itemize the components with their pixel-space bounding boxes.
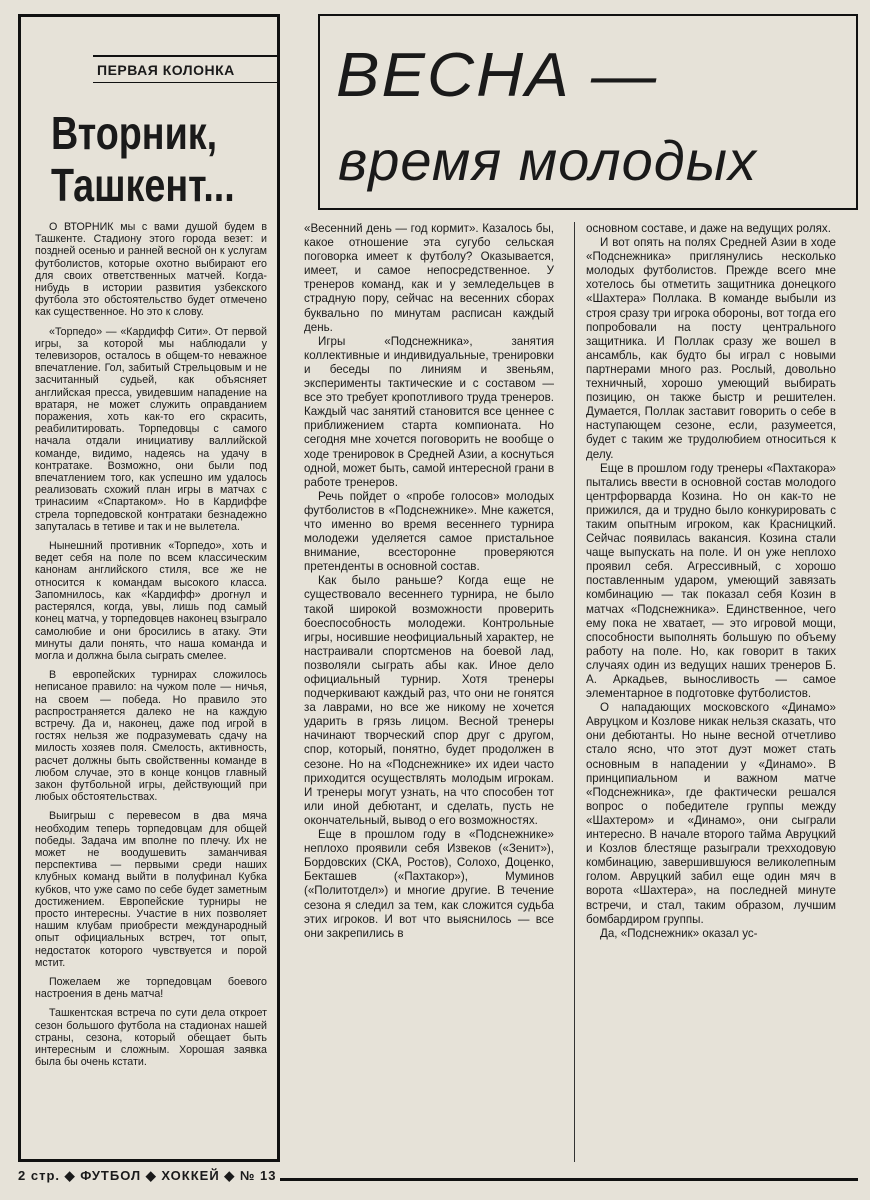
article-column-1 bbox=[304, 222, 554, 1167]
article-column-2 bbox=[586, 222, 836, 1167]
article-paragraph: Игры «Подснежника», занятия коллективные и индивидуальные, тренировки и беседы по линиям и звеньям, эксперименты тактические и с составом — все это требует кропотливого труда тренеров. Каждый час занятий становится все ценнее с приближением старта компионата. Но сегодня мне хочется поговорить не вообще о ходе тренировок в Средней Азии, а коснуться одной, может быть, самой интересной грани в работе тренеров. bbox=[304, 334, 554, 489]
page-number: 2 стр. bbox=[18, 1168, 60, 1183]
left-paragraph: Пожелаем же торпедовцам боевого настроения в день матча! bbox=[35, 975, 267, 1001]
article-paragraph: И вот опять на полях Средней Азии в ходе «Подснежника» приглянулись несколько молодых футболистов. Прежде всего мне хотелось бы отметить защитника донецкого «Шахтера» Поллака. В команде выбыли из строя сразу три игрока обороны, вот тогда его попробовали на посту центрального защитника. И Поллак сразу же вошел в ансамбль, как будто бы играл с новыми партнерами много раз. Рослый, довольно техничный, хорошо умеющий выбирать позицию, он также быстр и решителен. Думается, Поллак заставит говорить о себе в наступающем сезоне, если, разумеется, будет с таким же трудолюбием относиться к делу. bbox=[586, 236, 836, 461]
newspaper-title: ◆ ФУТБОЛ ◆ ХОККЕЙ ◆ № 13 bbox=[64, 1168, 277, 1183]
column-divider bbox=[574, 222, 575, 1162]
left-paragraph: Нынешний противник «Торпедо», хоть и ведет себя на поле по всем классическим канонам английского стиля, все же не относится к командам высокого класса. Запомнилось, как «Кардифф» дрогнул и растерялся, когда, увы, лишь под самый конец матча, у торпедовцев наконец взыграло самолюбие и они бросились в атаку. Эти минуты дали понять, что наша команда и могла и должна была сыграть смелее. bbox=[35, 540, 267, 662]
left-article-body bbox=[35, 221, 267, 1068]
article-paragraph: Речь пойдет о «пробе голосов» молодых футболистов в «Подснежнике». Мне кажется, что именно во время весеннего турнира молодежи уделяется самое пристальное внимание, всесторонне проверяются претенденты в основной состав. bbox=[304, 489, 554, 574]
left-paragraph: Выигрыш с перевесом в два мяча необходим теперь торпедовцам для общей победы. Задача им вполне по плечу. Их не может не воодушевить заманчивая перспектива — первыми среди наших клубных команд выйти в полуфинал Кубка кубков, что уже само по себе будет заметным достижением. Европейские турниры не просто интересны. Участие в них позволяет нашим клубам приобрести международный опыт официальных встреч, тот опыт, недостаток которого чувствуется и порой мстит. bbox=[35, 810, 267, 969]
page-footer bbox=[18, 1168, 858, 1190]
headline-line-1: ВЕСНА — bbox=[336, 41, 659, 110]
first-column-box bbox=[18, 14, 280, 1162]
headline-line-2: время молодых bbox=[338, 129, 757, 192]
headline-box bbox=[318, 14, 858, 210]
article-paragraph: О нападающих московского «Динамо» Авруцком и Козлове никак нельзя сказать, что они дебютанты. Но ныне весной отчетливо стало ясно, что этот дуэт может стать основным в нападении у «Динамо». В принципиальном и важном матче «Подснежника», где фактически решался вопрос о победителе группы между «Шахтером» и «Динамо», они сыграли интересно. В начале второго тайма Авруцкий и Козлов блестяще разыграли трехходовую комбинацию, завершившуюся великолепным голом. Авруцкий забил еще один мяч в ворота «Шахтера», на последней минуте встречи, и стал, таким образом, лучшим бомбардиром группы. bbox=[586, 701, 836, 926]
left-paragraph: «Торпедо» — «Кардифф Сити». От первой игры, за которой мы наблюдали у телевизоров, осталось в общем-то неважное впечатление. Гол, забитый Стрельцовым и не засчитанный судьей, как объясняет английская пресса, увидевшим нападение на вратаря, не может служить оправданием поражения, хоть как-то его скрасить, реабилитировать. Торпедовцы с самого начала отдали инициативу валлийской команде, видимо, надеясь на удачу в контратаке. Возможно, они были под впечатлением того, как успешно им удалось реализовать схожий план игры в матчах с тринасиим «Спартаком». Но в Кардиффе стрела торпедовской контратаки безнадежно запуталась в тетиве и так и не вылетела. bbox=[35, 325, 267, 533]
left-paragraph: Ташкентская встреча по сути дела откроет сезон большого футбола на стадионах нашей страны, сезона, который обещает быть интересным и сложным. Хорошая заявка была бы очень кстати. bbox=[35, 1007, 267, 1069]
left-paragraph: В европейских турнирах сложилось неписаное правило: на чужом поле — ничья, на своем — победа. Но правило это распространяется далеко не на каждую встречу. Да и, наконец, даже под игрой в гостях нельзя же подразумевать сдачу на милость хозяев поля. Смелость, активность, расчет должны быть свойственны команде в любом случае, это в конце концов главный закон футбольной игры, действующий при любых обстоятельствах. bbox=[35, 669, 267, 804]
left-article-title bbox=[51, 107, 280, 211]
left-paragraph: О ВТОРНИК мы с вами душой будем в Ташкенте. Стадиону этого города везет: и поздней осенью и ранней весной он к услугам футболистов, которые охотно выбирают его для своих ответственных матчей. Когда-нибудь в истории развития узбекского футбола это обстоятельство будет отмечено как существенное. Но это к слову. bbox=[35, 221, 267, 319]
article-paragraph: Еще в прошлом году в «Подснежнике» неплохо проявили себя Извеков («Зенит»), Бордовских (СКА, Ростов), Солохо, Доценко, Бекташев («Пахтакор»), Муминов («Политотдел») и многие другие. В течение сезона я следил за тем, как сложится судьба этих игроков. И вот что выяснилось — все они закрепились в bbox=[304, 828, 554, 940]
article-paragraph: Да, «Подснежник» оказал ус- bbox=[600, 926, 758, 940]
article-paragraph: Как было раньше? Когда еще не существовало весеннего турнира, не было такой широкой возможности проверить боеспособность молодежи. Контрольные игры, носившие неофициальный характер, не настраивали спортсменов на боевой лад, позволяли сыграть абы как. Иное дело официальный турнир. Хотя тренеры подчеркивают каждый раз, что они не гонятся за лаврами, но все же никому не хочется ударить в грязь лицом. Весной тренеры начинают творческий спор друг с другом, спор, который, понятно, будет продолжен в сезоне. Но на «Подснежнике» их идеи часто приходится осуществлять молодым игрокам. И тренеры могут узнать, на что способен тот или иной дебютант, и сделать, пусть не окончательный, вывод о его возможностях. bbox=[304, 574, 554, 827]
rubric-label: ПЕРВАЯ КОЛОНКА bbox=[93, 55, 277, 83]
left-title-line-2: Ташкент... bbox=[51, 159, 235, 211]
article-paragraph: «Весенний день — год кормит». Казалось бы, какое отношение эта сугубо сельская поговорка имеет к футболу? Оказывается, имеет, и самое непосредственное. У тренеров команд, как и у земледельцев в страдную пору, сейчас на весенних сборах буквально по минутам расписан каждый день. bbox=[304, 222, 554, 334]
footer-rule bbox=[280, 1178, 858, 1181]
article-paragraph: Еще в прошлом году тренеры «Пахтакора» пытались ввести в основной состав молодого центрфорварда Козина. Но он как-то не прижился, да и трудно было конкурировать с таким опытным игроком, как Красницкий. Сейчас появилась вакансия. Козина стали чаще выпускать на поле. И он уже неплохо проявил себя. Агрессивный, с хорошо поставленным ударом, умеющий завязать комбинацию — так показал себя Козин в матчах «Подснежника». Единственное, чего ему пока не хватает, — это игровой мощи, способности выполнять большую по объему работу на поле. Но, как говорит в таких случаях один из ведущих наших тренеров Б. А. Аркадьев, выносливость — самое элементарное в подготовке футболистов. bbox=[586, 461, 836, 701]
left-title-line-1: Вторник, bbox=[51, 107, 218, 159]
article-paragraph: основном составе, и даже на ведущих ролях. bbox=[586, 222, 831, 235]
